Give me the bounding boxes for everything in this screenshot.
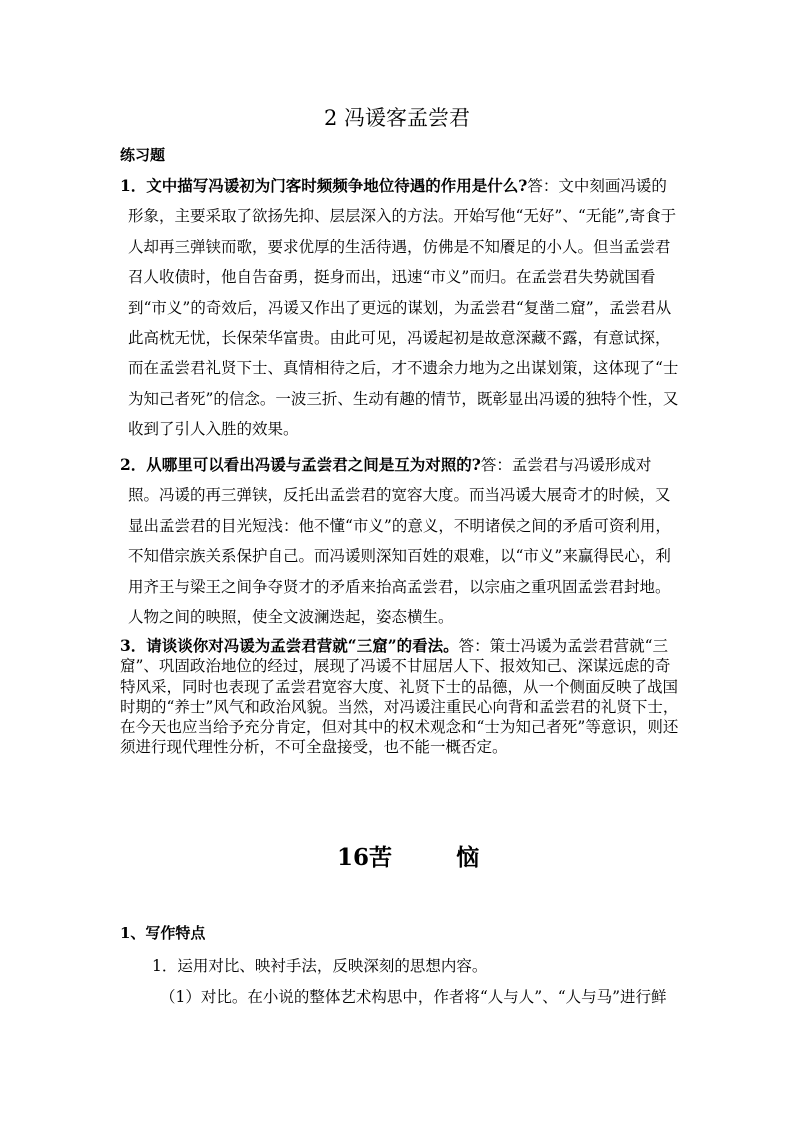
- question-2-text: 2．从哪里可以看出冯谖与孟尝君之间是互为对照的?: [120, 455, 481, 474]
- point-1-sub: （1）对比。在小说的整体艺术构思中，作者将“人与人”、“人与马”进行鲜: [160, 988, 667, 1006]
- lesson-title: 2 冯谖客孟尝君: [323, 106, 471, 130]
- question-1-text: 1．文中描写冯谖初为门客时频频争地位待遇的作用是什么?: [120, 176, 528, 195]
- answer-2-text: 答：孟尝君与冯谖形成对照。冯谖的再三弹铗，反托出孟尝君的宽容大度。而当冯谖大展奇才的时候，又显出孟尝君的目光短浅：他不懂“市义”的意义，不明诸侯之间的矛盾可资利用，不知借宗族关系保护自己。而冯谖则深知百姓的艰难，以“市义”来赢得民心，利用齐王与梁王之间争夺贤才的矛盾来抬高孟尝君，以宗庙之重巩固孟尝君封地。人物之间的映照，使全文波澜迭起，姿态横生。: [128, 456, 671, 627]
- point-1: 1．运用对比、映衬手法，反映深刻的思想内容。: [152, 957, 488, 975]
- lesson-title-2: 16苦 恼: [337, 844, 480, 871]
- exercises-heading: 练习题: [120, 146, 166, 164]
- section-heading-writing-features: 1、写作特点: [120, 924, 206, 942]
- question-3-text: 3．请谈谈你对冯谖为孟尝君营就“三窟”的看法。: [120, 636, 459, 655]
- question-1: [120, 171, 680, 445]
- answer-1-text: 答：文中刻画冯谖的形象，主要采取了欲扬先抑、层层深入的方法。开始写他“无好”、“无能”,寄食于人却再三弹铗而歌，要求优厚的生活待遇，仿佛是不知餍足的小人。但当孟尝君召人收债时，他自告奋勇，挺身而出，迅速“市义”而归。在孟尝君失势就国看到“市义”的奇效后，冯谖又作出了更远的谋划，为孟尝君“复凿二窟”，孟尝君从此高枕无忧，长保荣华富贵。由此可见，冯谖起初是故意深藏不露，有意试探，而在孟尝君礼贤下士、真情相待之后，才不遗余力地为之出谋划策，这体现了“士为知己者死”的信念。一波三折、生动有趣的情节，既彰显出冯谖的独特个性，又收到了引人入胜的效果。: [128, 177, 679, 439]
- question-3: [120, 636, 680, 758]
- answer-3-text: 答：策士冯谖为孟尝君营就“三窟”、巩固政治地位的经过，展现了冯谖不甘屈居人下、报效知己、深谋远虑的奇特风采，同时也表现了孟尝君宽容大度、礼贤下士的品德，从一个侧面反映了战国时期的“养士”风气和政治风貌。当然，对冯谖注重民心向背和孟尝君的礼贤下士，在今天也应当给予充分肯定，但对其中的权术观念和“士为知己者死”等意识，则还须进行现代理性分析，不可全盘接受，也不能一概否定。: [120, 637, 679, 757]
- question-2: [120, 450, 680, 632]
